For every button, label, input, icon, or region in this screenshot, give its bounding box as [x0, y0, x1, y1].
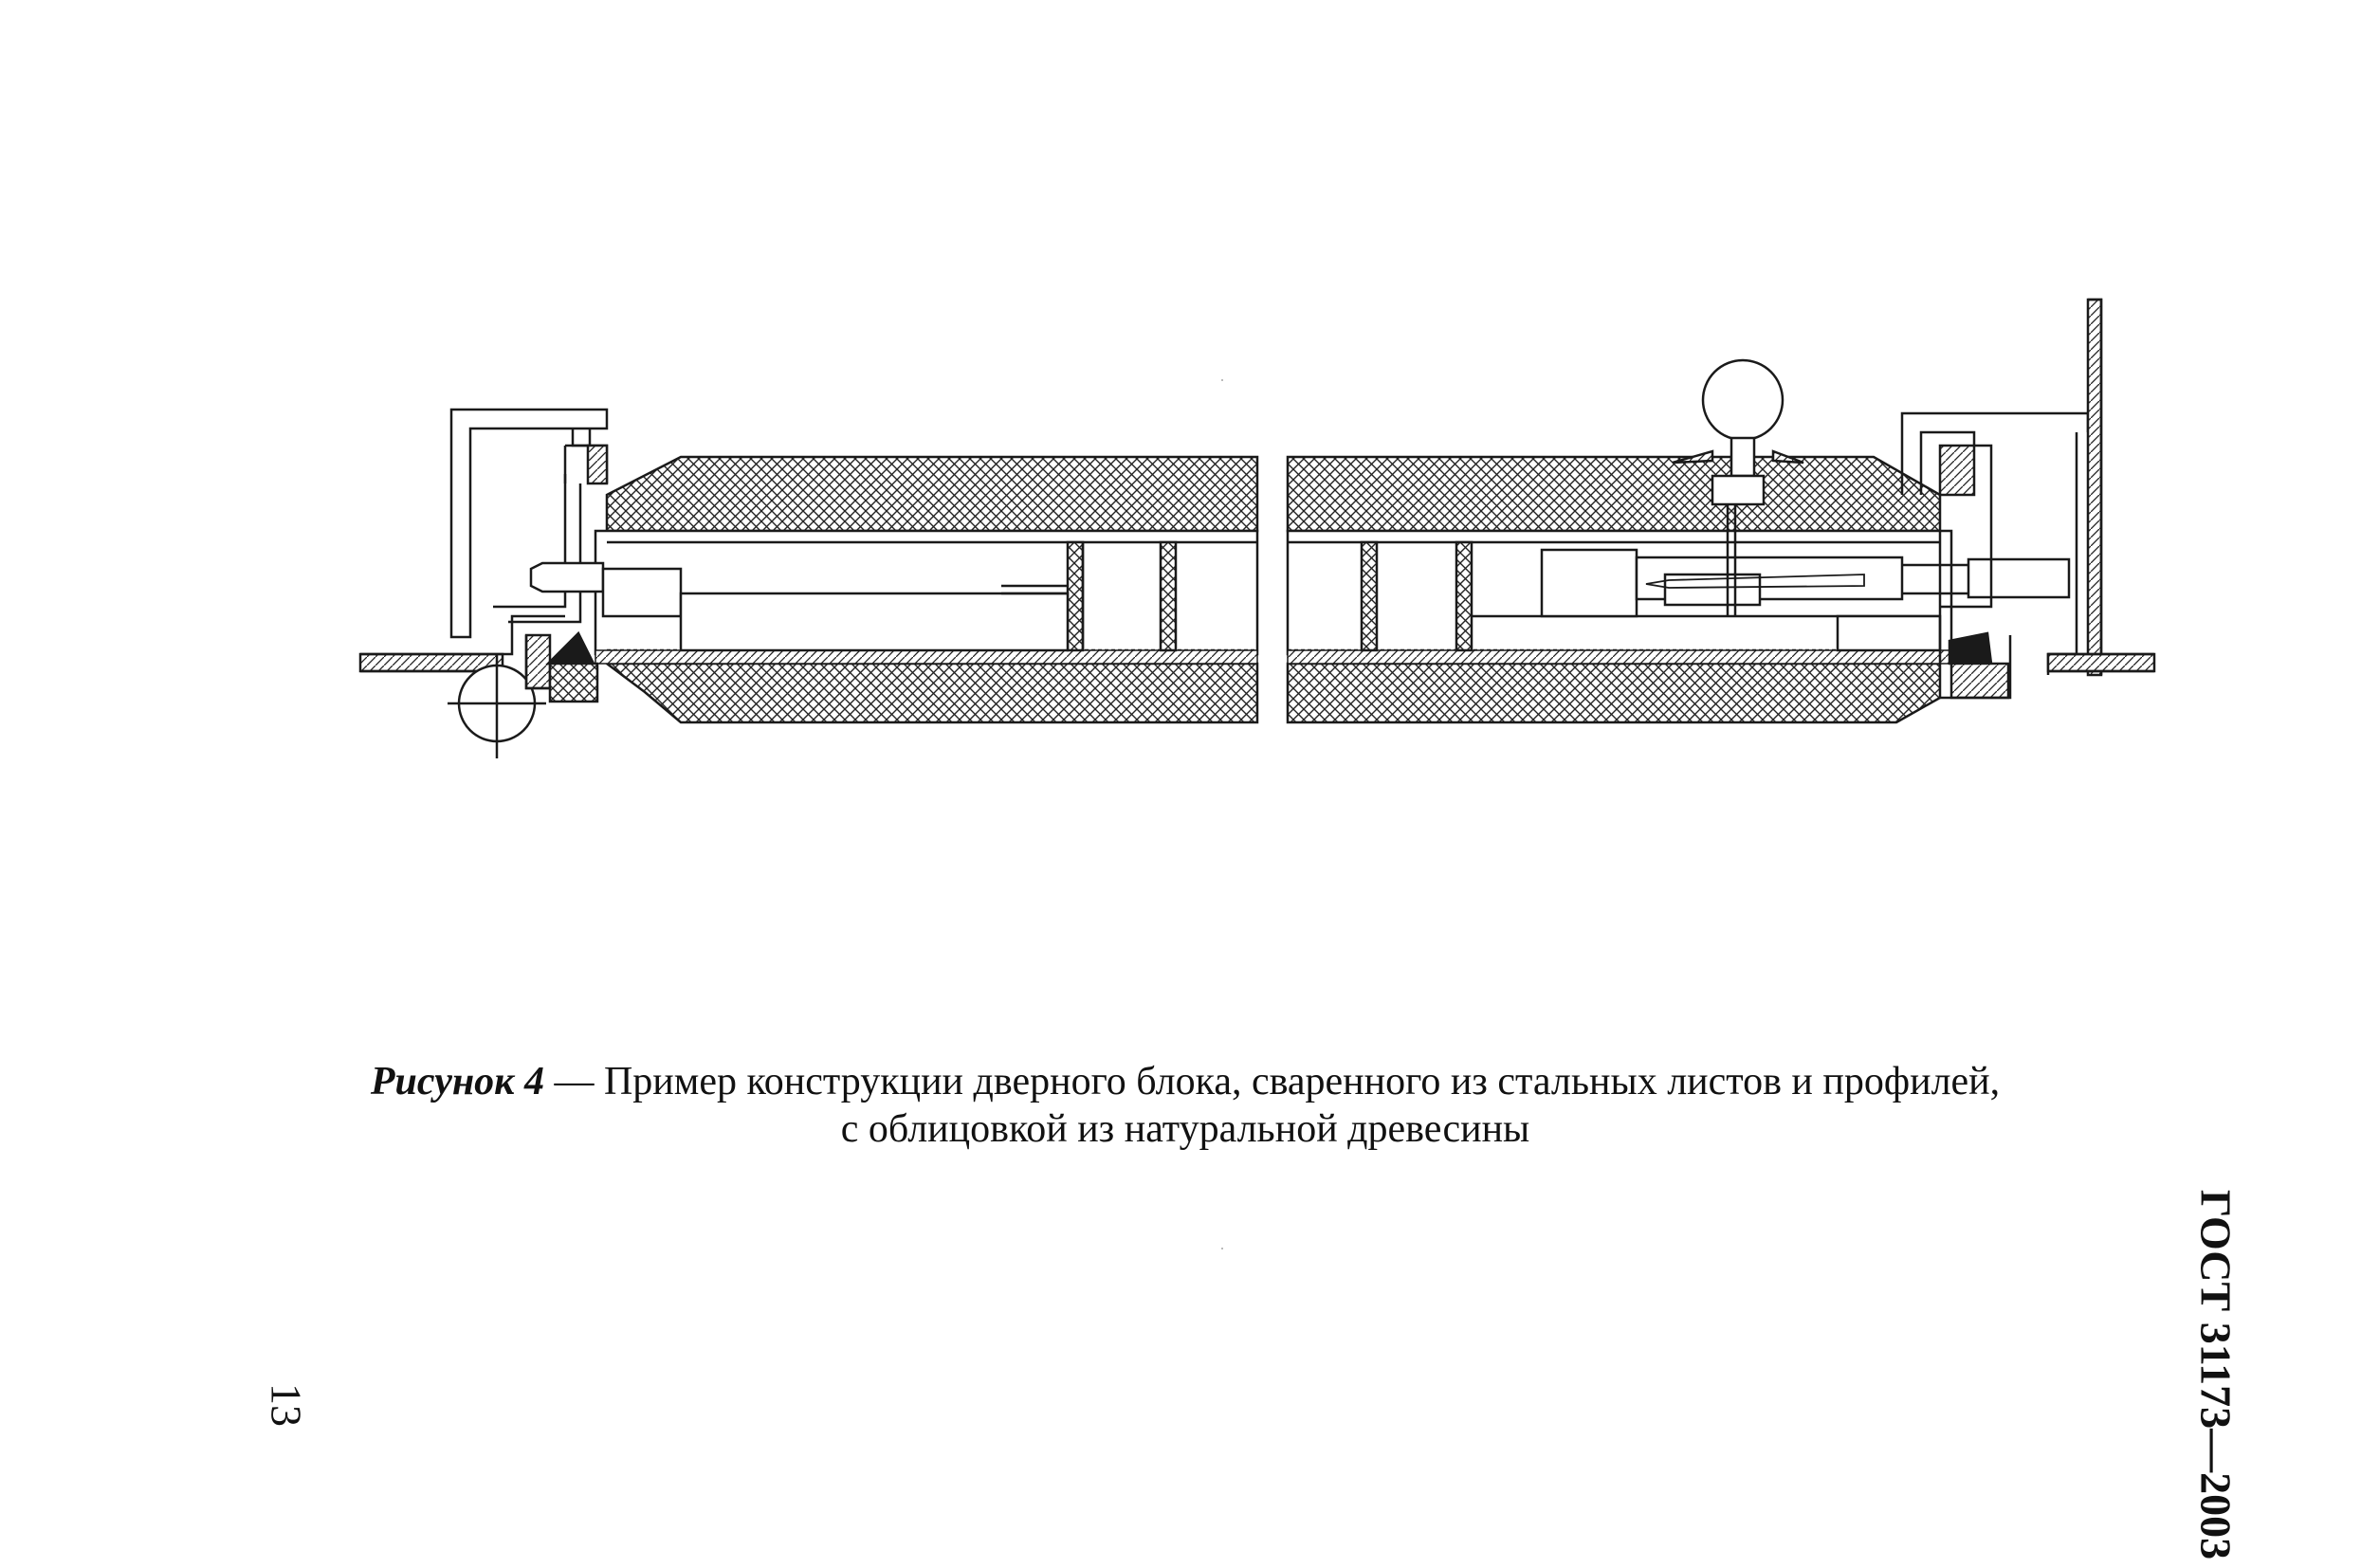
left-frame-profile	[451, 410, 607, 637]
figure-caption-line2: с облицовкой из натуральной древесины	[840, 1107, 1530, 1151]
right-leaf-bottom-facing	[1288, 664, 1940, 722]
page-number: 13	[262, 1383, 311, 1427]
left-leaf-bottom-facing	[607, 664, 1257, 722]
caption-text-1: Пример конструкции дверного блока, сваренного из стальных листов и профилей,	[603, 1060, 2001, 1103]
right-wall-plate	[2048, 654, 2154, 671]
caption-dash: —	[543, 1060, 604, 1103]
figure-label: Рисунок 4	[370, 1060, 544, 1103]
figure-caption-line1	[284, 1058, 2086, 1105]
figure-caption	[284, 1058, 2086, 1153]
left-leaf-top-facing	[607, 457, 1257, 531]
right-leaf-top-facing	[1288, 457, 1940, 531]
right-seal	[1940, 633, 2010, 698]
standard-code: ГОСТ 31173—2003	[2191, 1189, 2241, 1560]
right-architrave	[2048, 300, 2101, 675]
left-seal	[548, 633, 597, 702]
